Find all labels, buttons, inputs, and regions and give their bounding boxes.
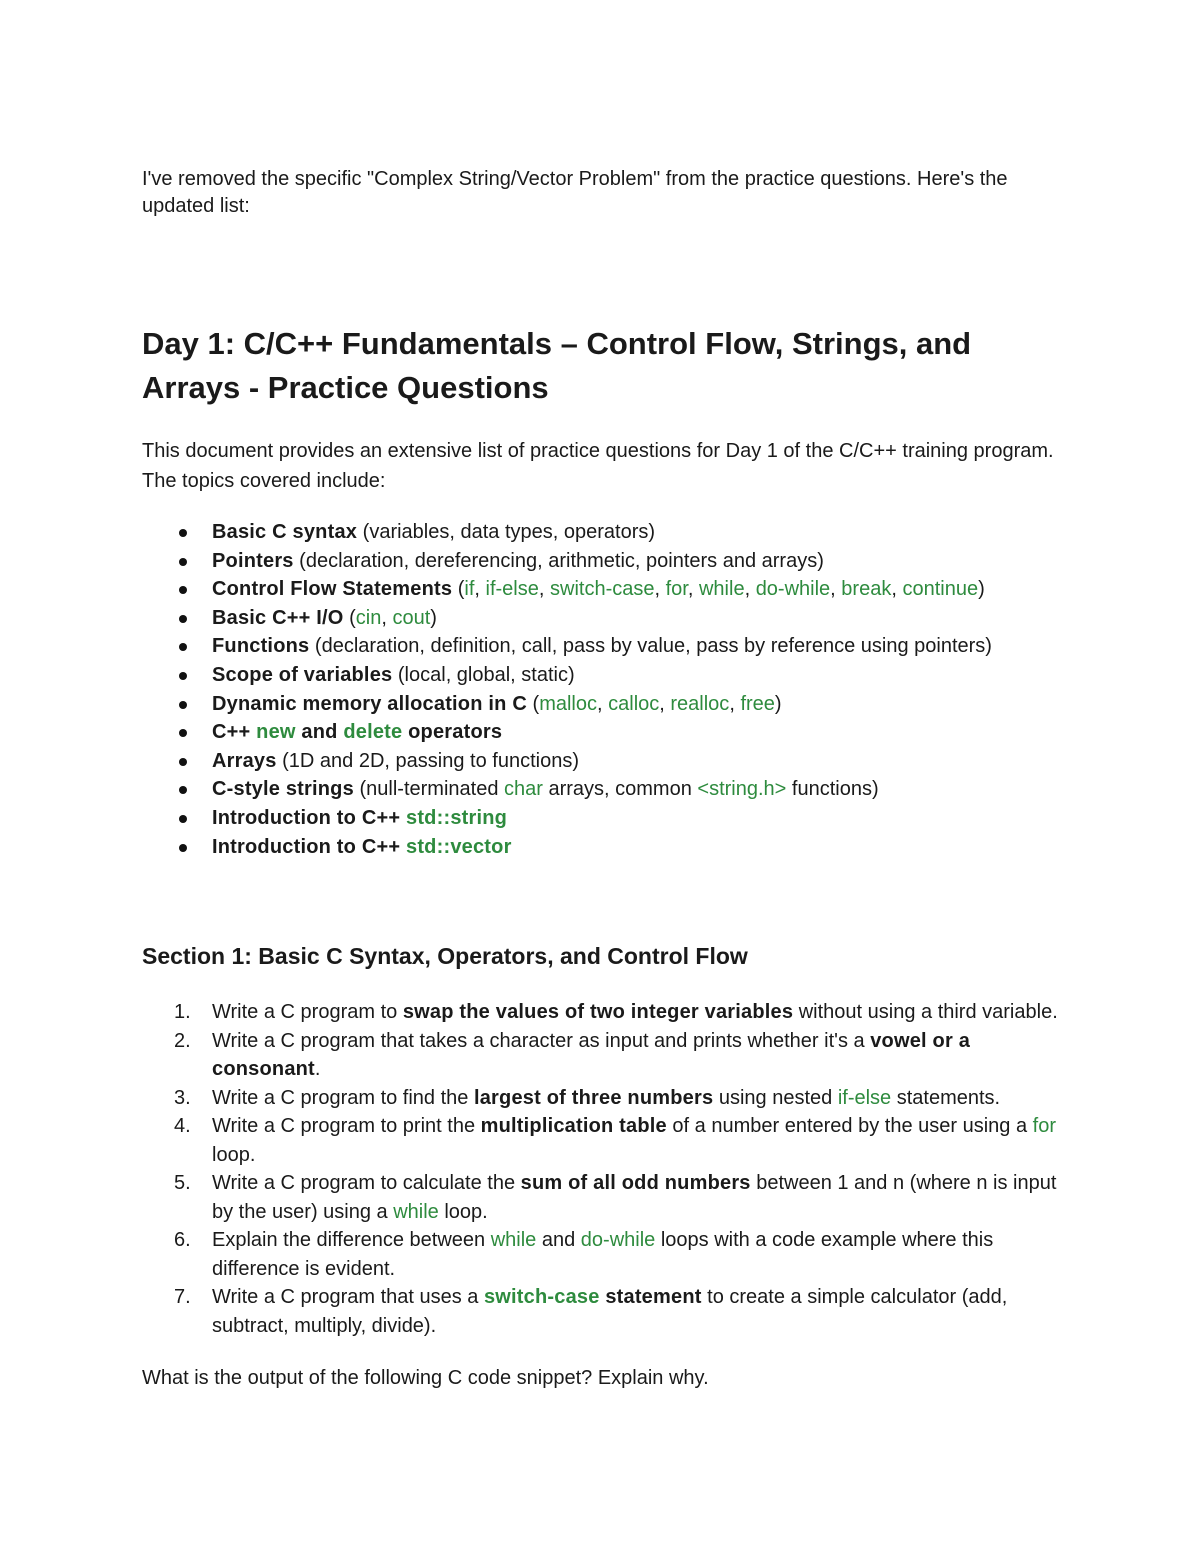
bullet-icon	[179, 615, 187, 623]
topic-item: Pointers (declaration, dereferencing, arithmetic, pointers and arrays)	[142, 547, 1060, 576]
section-heading: Section 1: Basic C Syntax, Operators, and Control Flow	[142, 943, 748, 970]
question-item: 1. Write a C program to swap the values of two integer variables without using a third variable.	[174, 1001, 1058, 1024]
question-item: 6. Explain the difference between while and do-while loops with a code example where this difference is evident.	[174, 1229, 994, 1280]
topic-item: Basic C++ I/O (cin, cout)	[142, 604, 1060, 633]
description-paragraph: This document provides an extensive list of practice questions for Day 1 of the C/C++ training program. The topics covered include:	[142, 440, 1054, 492]
question-item: 5. Write a C program to calculate the sum of all odd numbers between 1 and n (where n is input by the user) using a while loop.	[174, 1172, 1057, 1223]
closing-paragraph: What is the output of the following C code snippet? Explain why.	[142, 1367, 709, 1390]
topic-item: Introduction to C++ std::string	[142, 804, 1060, 833]
question-item: 3. Write a C program to find the largest of three numbers using nested if-else statements.	[174, 1086, 1001, 1109]
bullet-icon	[179, 786, 187, 794]
questions-list	[142, 998, 1060, 1340]
bullet-icon	[179, 529, 187, 537]
bullet-icon	[179, 758, 187, 766]
topic-item: C-style strings (null-terminated char arrays, common <string.h> functions)	[142, 775, 1060, 804]
bullet-icon	[179, 558, 187, 566]
topic-item: Basic C syntax (variables, data types, operators)	[142, 518, 1060, 547]
bullet-icon	[179, 815, 187, 823]
bullet-icon	[179, 729, 187, 737]
document-title: Day 1: C/C++ Fundamentals – Control Flow, Strings, and Arrays - Practice Questions	[142, 326, 972, 405]
topic-item: C++ new and delete operators	[142, 718, 1060, 747]
question-item: 2. Write a C program that takes a character as input and prints whether it's a vowel or a consonant.	[174, 1029, 971, 1081]
bullet-icon	[179, 701, 187, 709]
question-item: 7. Write a C program that uses a switch-case statement to create a simple calculator (add, subtract, multiply, divide).	[174, 1286, 1008, 1337]
question-item: 4. Write a C program to print the multiplication table of a number entered by the user using a for loop.	[174, 1115, 1056, 1166]
intro-paragraph: I've removed the specific "Complex String/Vector Problem" from the practice questions. Here's the updated list:	[142, 168, 1008, 217]
bullet-icon	[179, 844, 187, 852]
topics-list	[142, 518, 1060, 861]
topic-item: Introduction to C++ std::vector	[142, 833, 1060, 862]
topic-item: Arrays (1D and 2D, passing to functions)	[142, 747, 1060, 776]
topic-item: Dynamic memory allocation in C (malloc, calloc, realloc, free)	[142, 690, 1060, 719]
bullet-icon	[179, 586, 187, 594]
topic-item: Functions (declaration, definition, call, pass by value, pass by reference using pointers)	[142, 632, 1060, 661]
bullet-icon	[179, 643, 187, 651]
topic-item: Control Flow Statements (if, if-else, switch-case, for, while, do-while, break, continue)	[142, 575, 1060, 604]
bullet-icon	[179, 672, 187, 680]
topic-item: Scope of variables (local, global, static)	[142, 661, 1060, 690]
